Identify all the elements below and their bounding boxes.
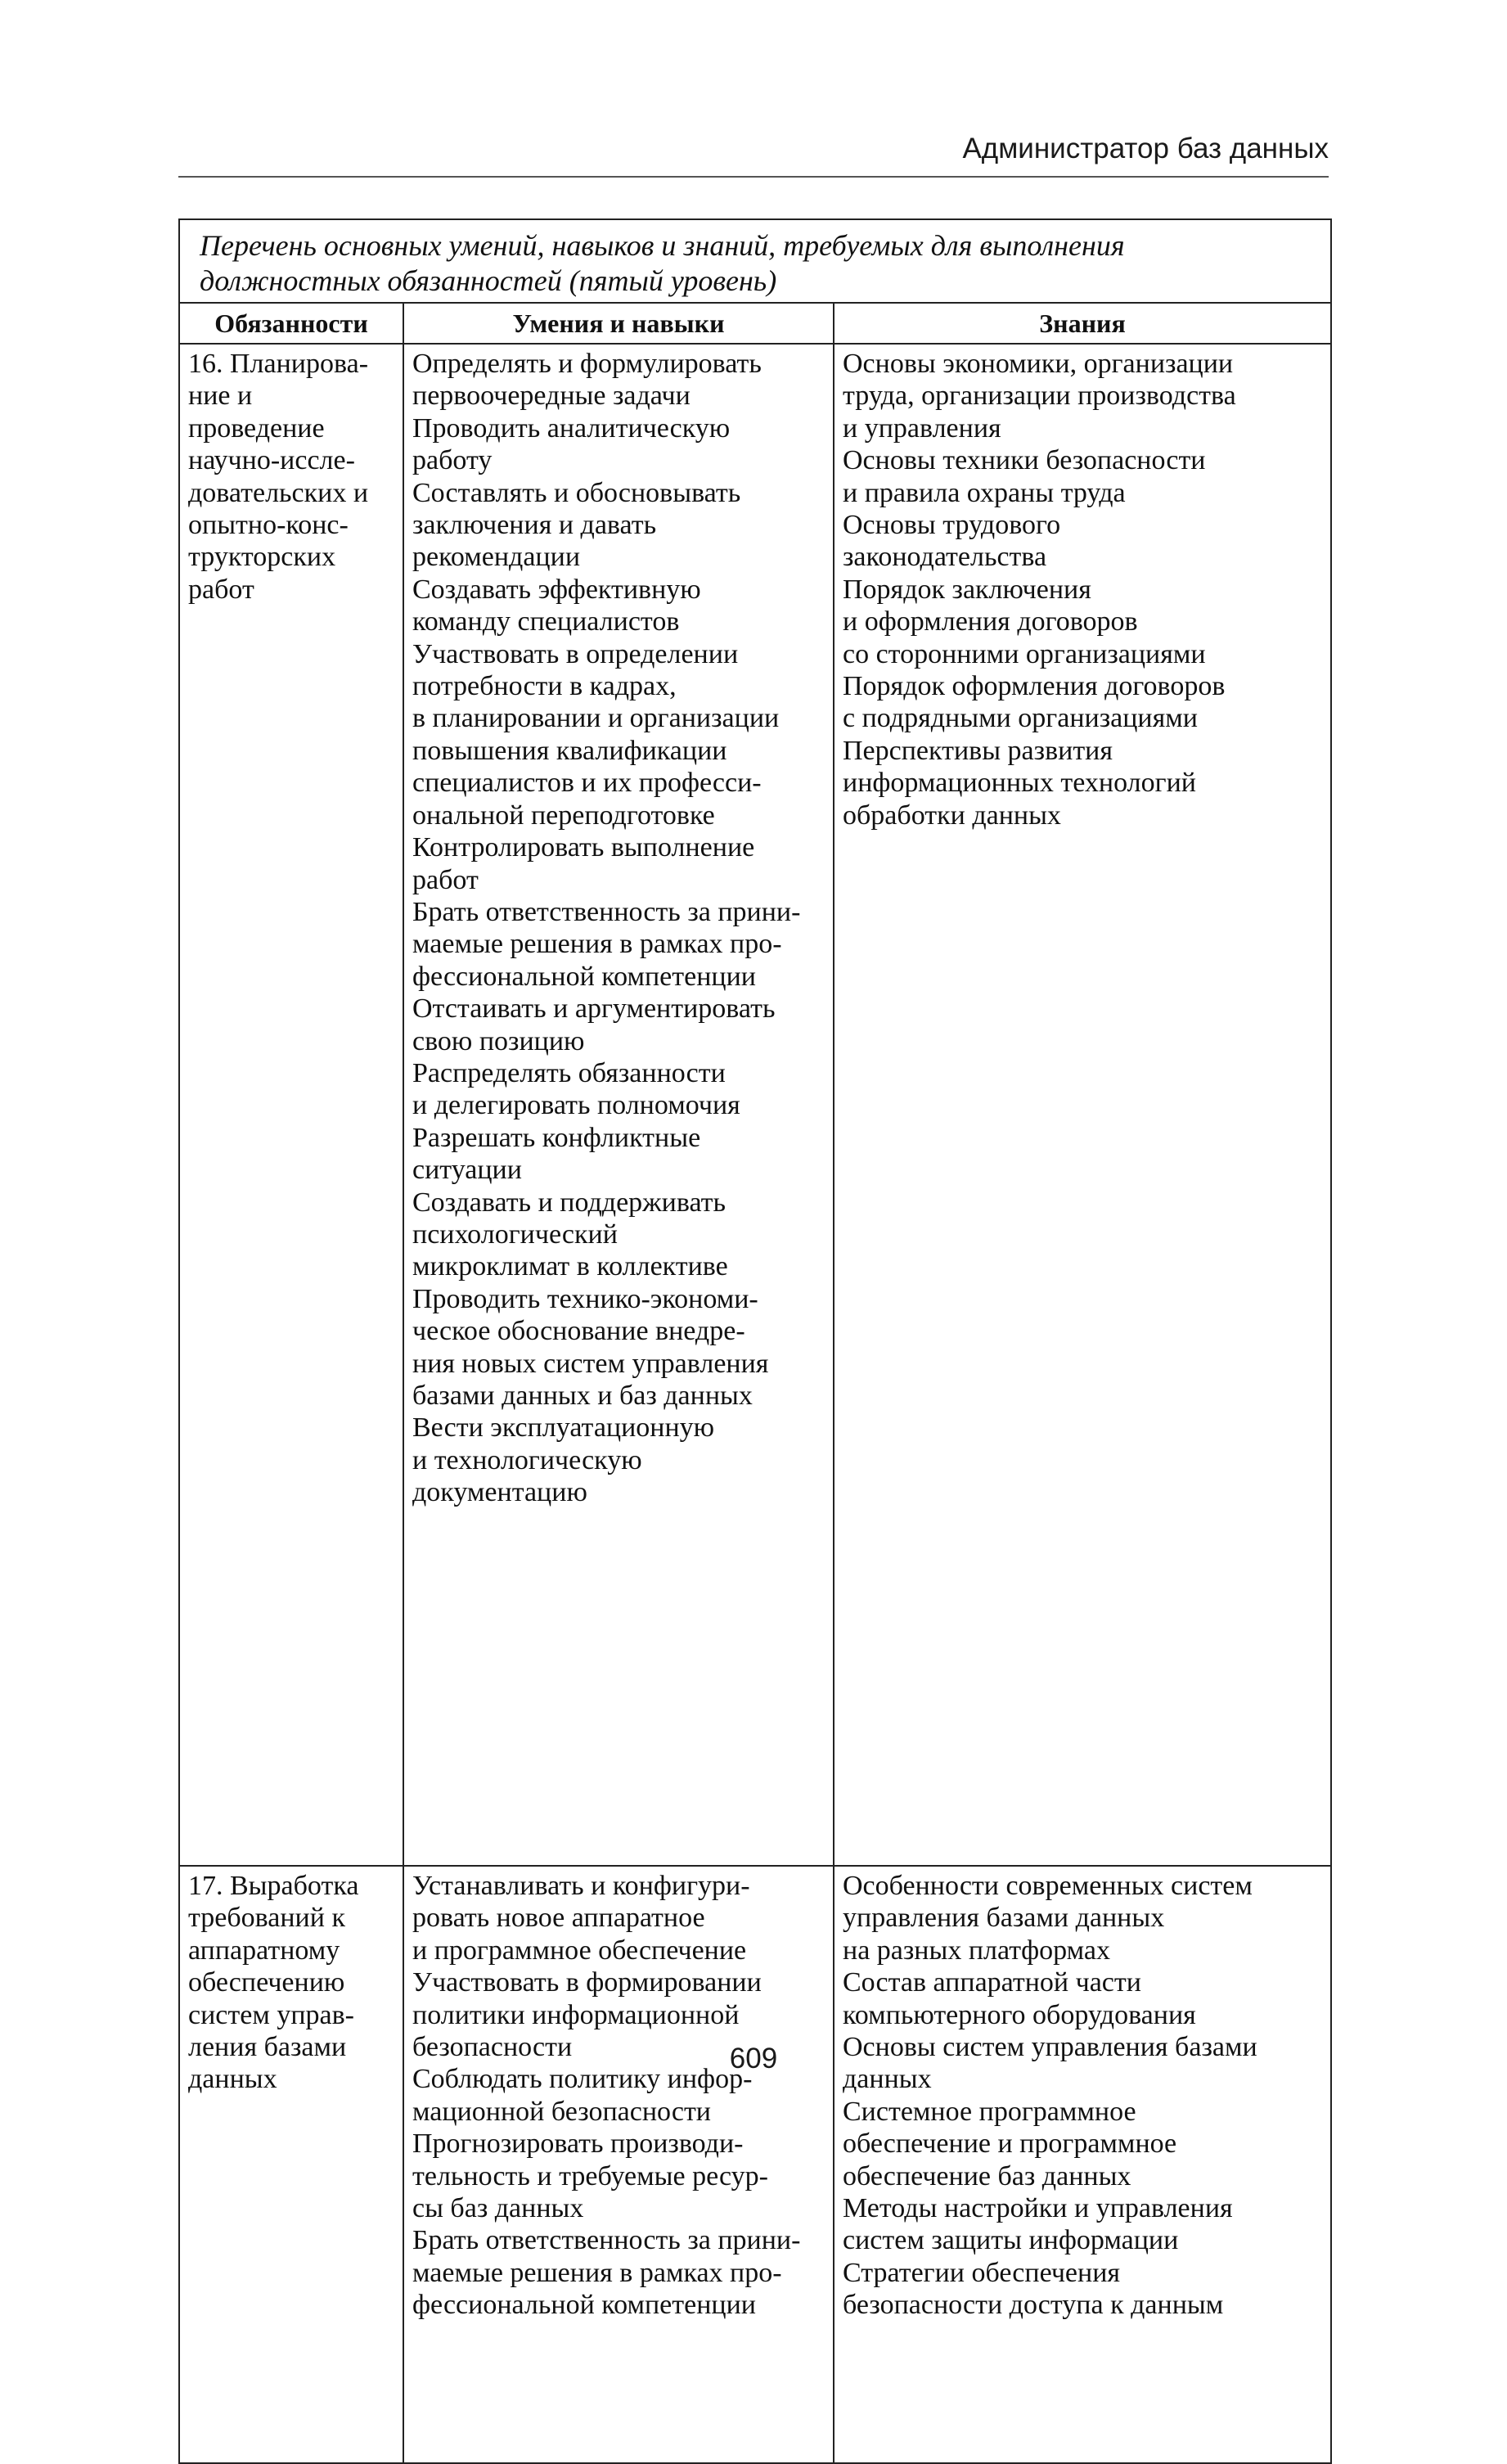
cell-line: Системное программное — [843, 2096, 1136, 2127]
cell-line: Брать ответственность за прини- — [412, 896, 801, 927]
cell-line: Основы экономики, организации — [843, 349, 1234, 379]
cell-line: и программное обеспечение — [412, 1935, 747, 1966]
cell-line: политики информационной — [412, 1999, 740, 2030]
cell-line: обеспечение и программное — [843, 2128, 1177, 2160]
cell-line: информационных технологий — [843, 768, 1196, 799]
cell-line: и оформления договоров — [843, 606, 1138, 637]
table-caption — [179, 219, 1331, 303]
caption-line: должностных обязанностей (пятый уровень) — [200, 264, 777, 297]
cell-line: проведение — [188, 412, 325, 444]
cell-line: требований к — [188, 1903, 345, 1934]
cell-line: документацию — [412, 1477, 587, 1508]
cell-line: маемые решения в рамках про- — [412, 2257, 782, 2288]
cell-line: опытно-конс- — [188, 510, 349, 541]
cell-line: работ — [188, 574, 254, 605]
column-header-duties: Обязанности — [179, 303, 403, 344]
cell-line: Составлять и обосновывать — [412, 477, 741, 508]
competency-table — [178, 218, 1332, 2464]
cell-line: научно-иссле- — [188, 445, 355, 476]
table-row — [179, 344, 1331, 1866]
cell-line: ональной переподготовке — [412, 800, 715, 831]
skills-cell — [403, 1866, 834, 2463]
cell-line: безопасности — [412, 2032, 573, 2063]
cell-line: и правила охраны труда — [843, 477, 1126, 508]
cell-line: повышения квалификации — [412, 735, 727, 766]
cell-line: базами данных и баз данных — [412, 1381, 753, 1411]
cell-line: Распределять обязанности — [412, 1057, 726, 1088]
cell-line: управления базами данных — [843, 1903, 1165, 1934]
cell-line: обеспечению — [188, 1967, 345, 1998]
cell-line: ческое обоснование внедре- — [412, 1316, 745, 1347]
cell-line: Методы настройки и управления — [843, 2193, 1233, 2224]
page-number: 609 — [729, 2043, 778, 2074]
cell-line: первоочередные задачи — [412, 381, 691, 412]
cell-line: ние и — [188, 381, 253, 412]
cell-line: мационной безопасности — [412, 2096, 712, 2127]
cell-line: ления базами — [188, 2032, 347, 2063]
cell-line: Отстаивать и аргументировать — [412, 993, 776, 1025]
cell-line: Основы техники безопасности — [843, 445, 1206, 476]
column-header-skills: Умения и навыки — [403, 303, 834, 344]
cell-line: свою позицию — [412, 1025, 585, 1056]
cell-line: ситуации — [412, 1155, 522, 1186]
cell-line: ния новых систем управления — [412, 1348, 769, 1379]
cell-line: и делегировать полномочия — [412, 1090, 740, 1121]
cell-line: Особенности современных систем — [843, 1871, 1253, 1901]
cell-line: безопасности доступа к данным — [843, 2290, 1224, 2321]
cell-line: с подрядными организациями — [843, 703, 1198, 734]
caption-line: Перечень основных умений, навыков и знаний, требуемых для выполнения — [200, 229, 1125, 262]
cell-line: рекомендации — [412, 542, 581, 573]
cell-line: Состав аппаратной части — [843, 1967, 1141, 1998]
cell-line: систем управ- — [188, 1999, 355, 2030]
cell-line: психологический — [412, 1218, 618, 1250]
cell-line: заключения и давать — [412, 510, 657, 541]
cell-line: 16. Планирова- — [188, 349, 369, 379]
column-header-row — [179, 303, 1331, 344]
cell-line: специалистов и их професси- — [412, 768, 762, 799]
cell-line: работу — [412, 445, 493, 476]
cell-line: сы баз данных — [412, 2193, 584, 2224]
table-caption-row — [179, 219, 1331, 303]
cell-line: Основы трудового — [843, 510, 1061, 541]
cell-line: Порядок оформления договоров — [843, 671, 1226, 702]
cell-line: Разрешать конфликтные — [412, 1122, 701, 1153]
cell-line: обеспечение баз данных — [843, 2160, 1131, 2191]
cell-line: компьютерного оборудования — [843, 1999, 1196, 2030]
cell-line: со сторонними организациями — [843, 638, 1206, 669]
knowledge-cell — [834, 1866, 1331, 2463]
column-header-knowledge: Знания — [834, 303, 1331, 344]
cell-line: Участвовать в определении — [412, 638, 739, 669]
cell-line: аппаратному — [188, 1935, 340, 1966]
cell-line: Создавать эффективную — [412, 574, 701, 605]
cell-line: систем защиты информации — [843, 2225, 1179, 2256]
cell-line: маемые решения в рамках про- — [412, 929, 782, 960]
running-head: Администратор баз данных — [962, 133, 1329, 164]
cell-line: потребности в кадрах, — [412, 671, 677, 702]
cell-line: Устанавливать и конфигури- — [412, 1871, 750, 1901]
cell-line: данных — [843, 2064, 932, 2095]
cell-line: Участвовать в формировании — [412, 1967, 762, 1998]
cell-line: Прогнозировать производи- — [412, 2128, 744, 2160]
cell-line: Соблюдать политику инфор- — [412, 2064, 753, 2095]
cell-line: труда, организации производства — [843, 381, 1236, 412]
cell-line: на разных платформах — [843, 1935, 1110, 1966]
cell-line: данных — [188, 2064, 277, 2095]
cell-line: в планировании и организации — [412, 703, 780, 734]
cell-line: Брать ответственность за прини- — [412, 2225, 801, 2256]
cell-line: Вести эксплуатационную — [412, 1412, 715, 1444]
cell-line: Основы систем управления базами — [843, 2032, 1257, 2063]
cell-line: и технологическую — [412, 1444, 642, 1475]
cell-line: и управления — [843, 412, 1001, 444]
cell-line: тельность и требуемые ресур- — [412, 2160, 768, 2191]
knowledge-cell — [834, 344, 1331, 1866]
cell-line: микроклимат в коллективе — [412, 1251, 728, 1282]
cell-line: законодательства — [843, 542, 1047, 573]
skills-cell — [403, 344, 834, 1866]
header-rule — [178, 176, 1329, 178]
cell-line: обработки данных — [843, 800, 1061, 831]
cell-line: довательских и — [188, 477, 369, 508]
cell-line: команду специалистов — [412, 606, 680, 637]
cell-line: ровать новое аппаратное — [412, 1903, 705, 1934]
cell-line: Перспективы развития — [843, 735, 1113, 766]
cell-line: работ — [412, 864, 479, 895]
cell-line: фессиональной компетенции — [412, 961, 756, 992]
cell-line: трукторских — [188, 542, 336, 573]
cell-line: фессиональной компетенции — [412, 2290, 756, 2321]
cell-line: Проводить аналитическую — [412, 412, 731, 444]
duty-cell — [179, 344, 403, 1866]
cell-line: Определять и формулировать — [412, 349, 762, 379]
table-row — [179, 1866, 1331, 2463]
duty-cell — [179, 1866, 403, 2463]
cell-line: 17. Выработка — [188, 1871, 359, 1901]
cell-line: Порядок заключения — [843, 574, 1091, 605]
cell-line: Создавать и поддерживать — [412, 1187, 727, 1218]
cell-line: Контролировать выполнение — [412, 832, 755, 863]
cell-line: Проводить технико-экономи- — [412, 1283, 758, 1314]
cell-line: Стратегии обеспечения — [843, 2257, 1121, 2288]
